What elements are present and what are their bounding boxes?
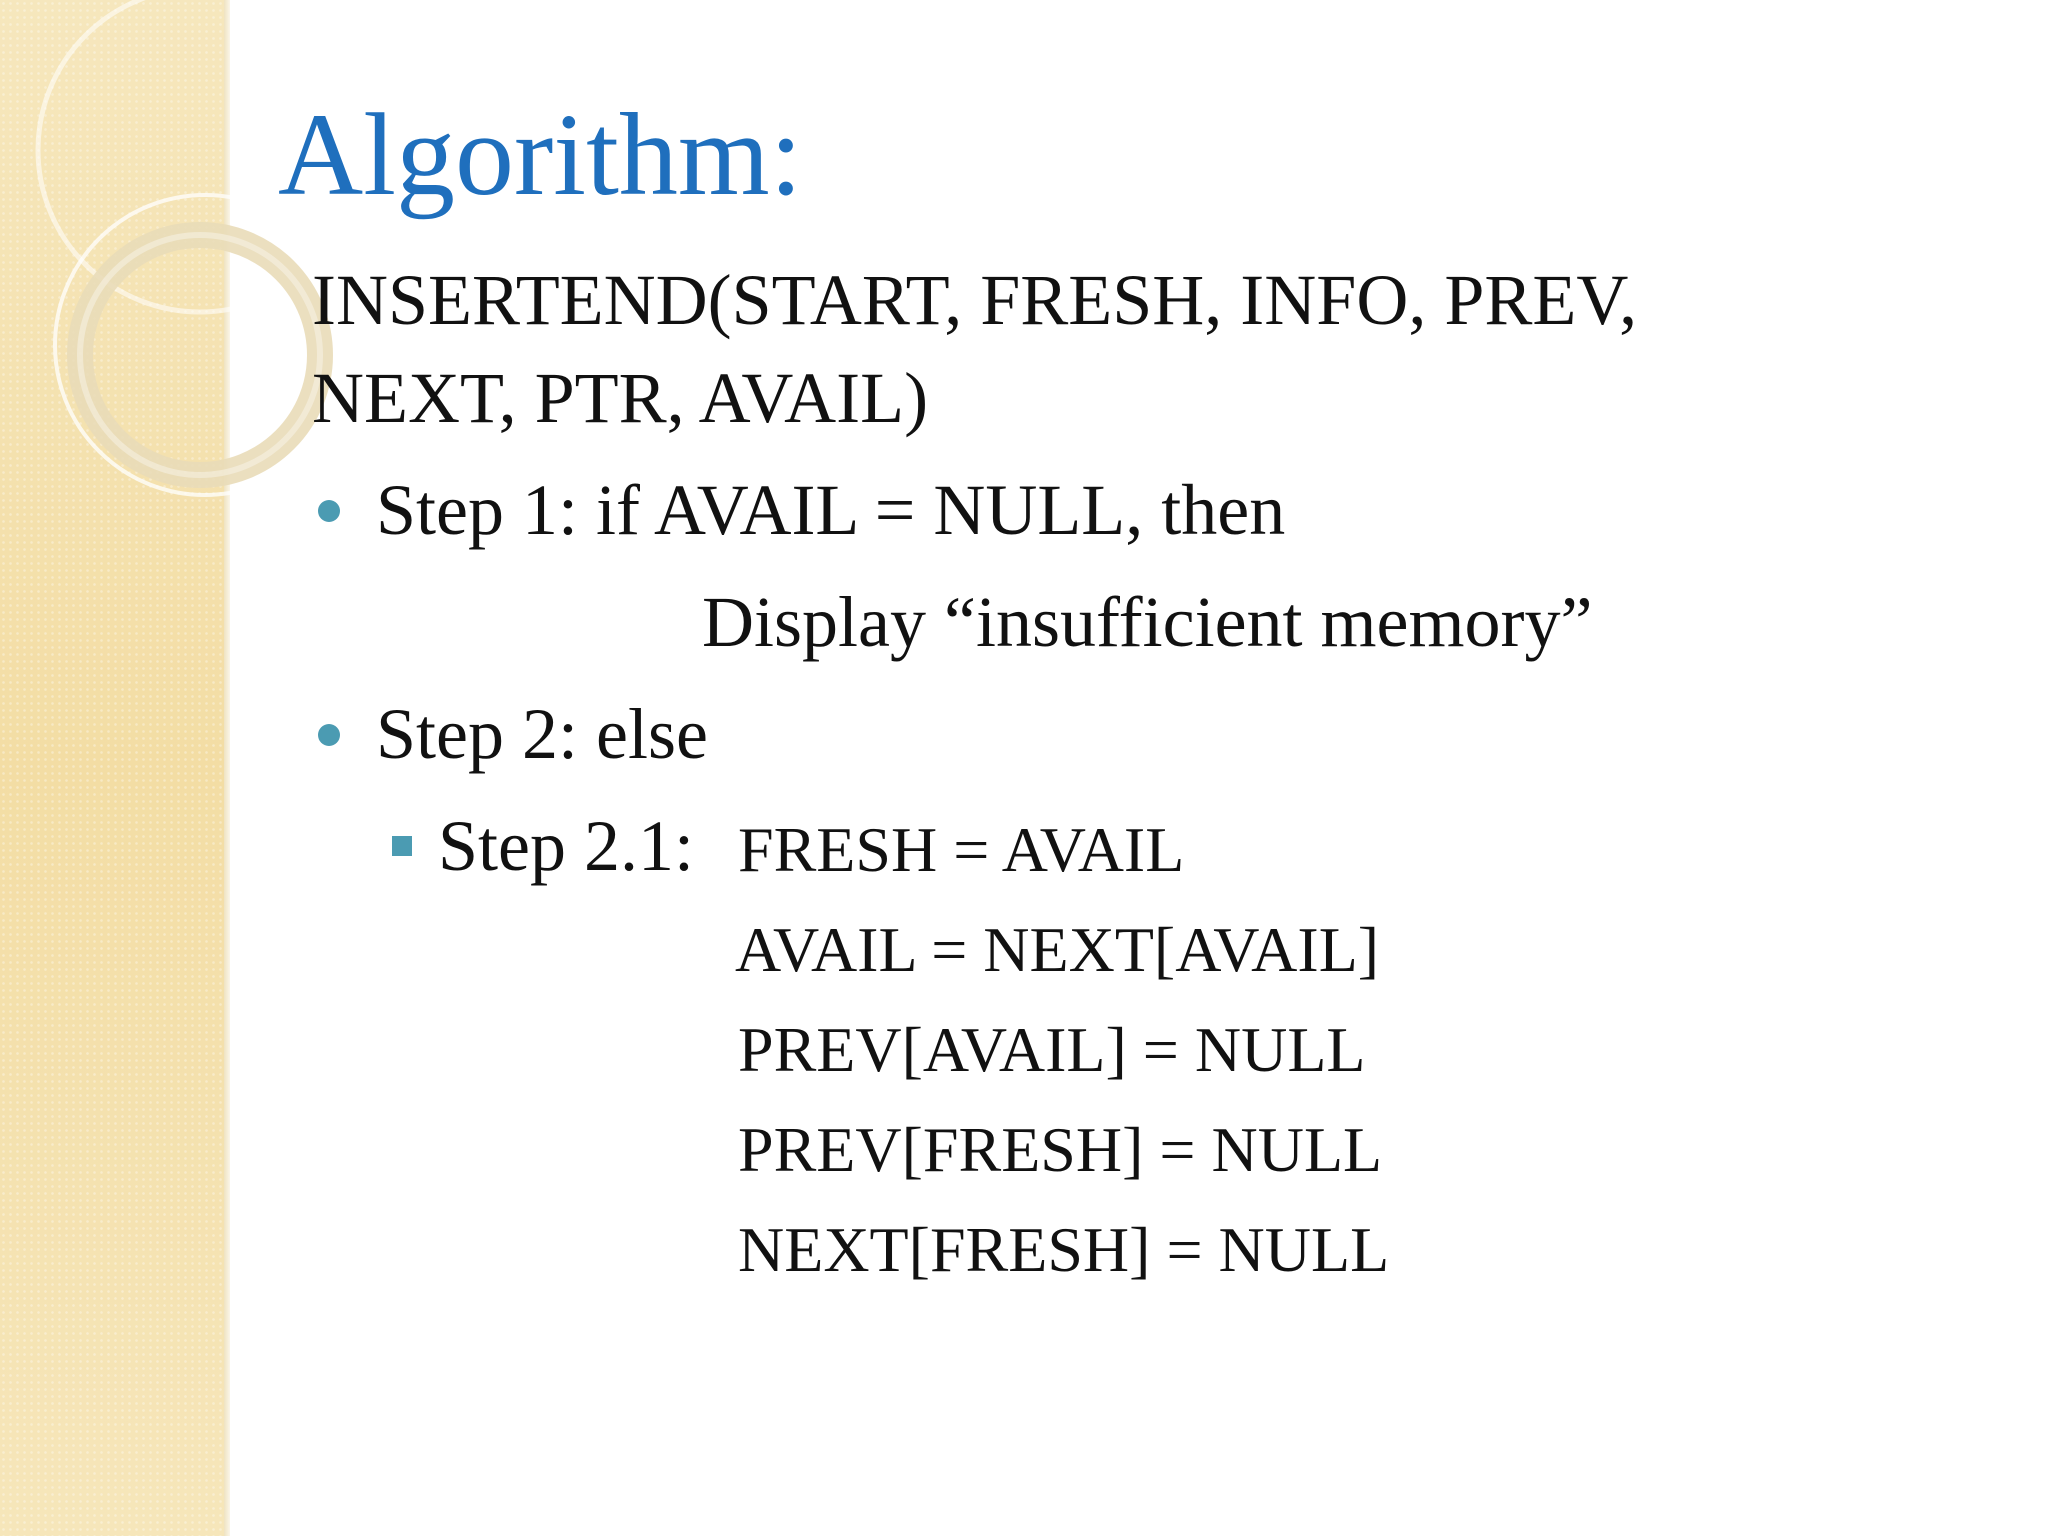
step-2-1-line: PREV[AVAIL] = NULL (738, 1014, 1366, 1085)
step-2-1-line: PREV[FRESH] = NULL (738, 1114, 1383, 1185)
decorative-rings (0, 0, 240, 520)
step-2-1-line: FRESH = AVAIL (738, 814, 1185, 885)
step-2-1-label: Step 2.1: (438, 806, 695, 886)
signature-line-1: INSERTEND(START, FRESH, INFO, PREV, (312, 260, 1638, 340)
step-2-1-line: NEXT[FRESH] = NULL (738, 1214, 1390, 1285)
step-1-text: Step 1: if AVAIL = NULL, then (376, 470, 1286, 550)
slide-title: Algorithm: (278, 89, 803, 220)
step-2-1-line: AVAIL = NEXT[AVAIL] (735, 914, 1380, 985)
step-1-action: Display “insufficient memory” (702, 582, 1593, 662)
bullet-step-1 (318, 500, 340, 522)
bullet-step-2 (318, 724, 340, 746)
signature-line-2: NEXT, PTR, AVAIL) (312, 358, 929, 438)
sub-bullet-step-2-1 (392, 836, 412, 856)
step-2-text: Step 2: else (376, 694, 708, 774)
